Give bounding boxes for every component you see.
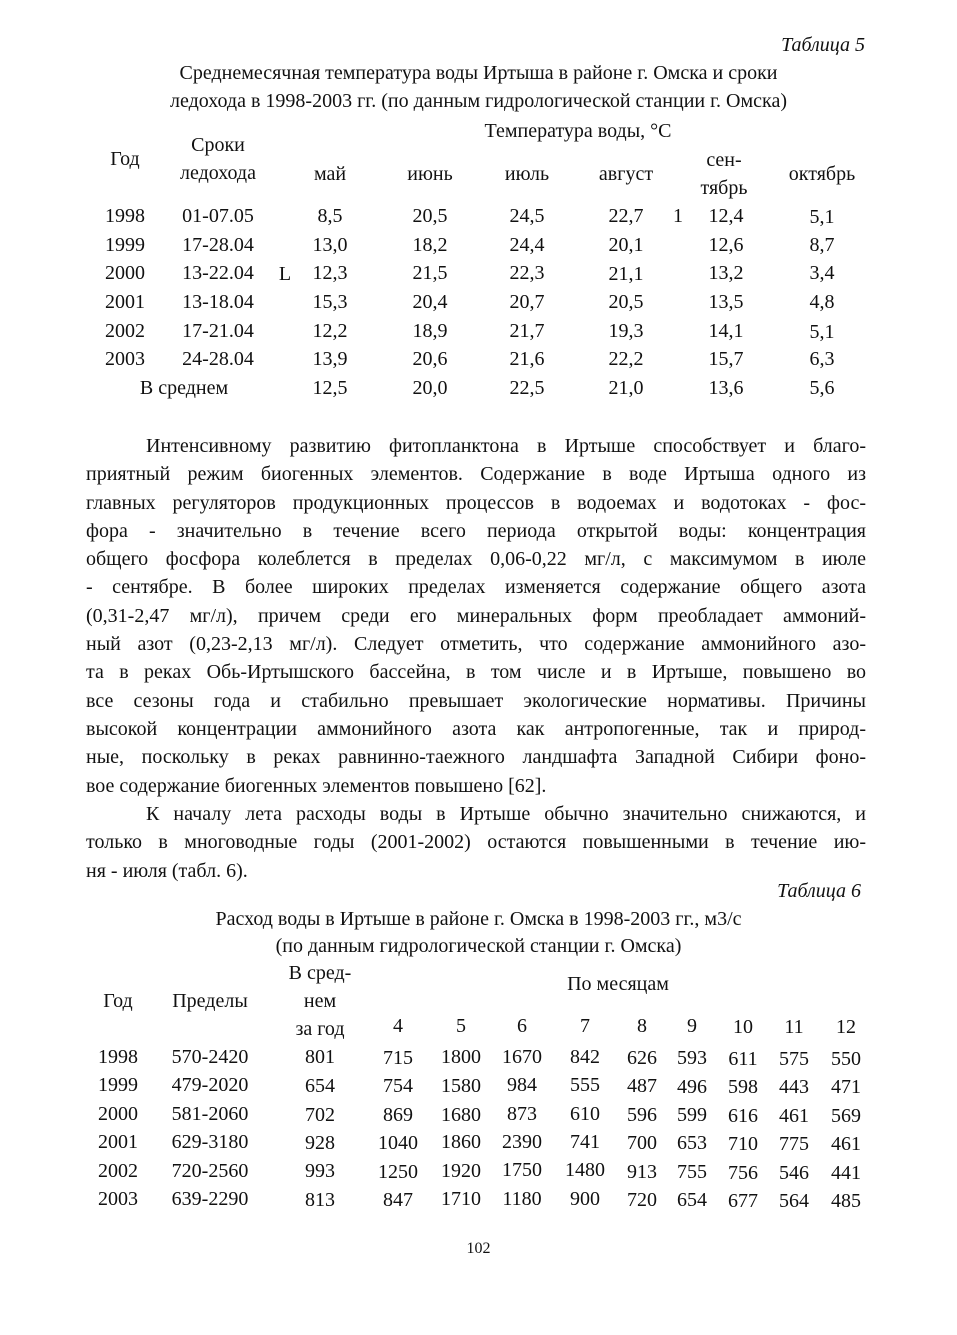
t6-month-value: 913	[627, 1161, 657, 1183]
t5-jun: 20,6	[412, 348, 448, 370]
table6-title-line1: Расход воды в Иртыше в районе г. Омска в 1998-2003 гг., м3/с	[215, 908, 742, 930]
t5-year: 2003	[105, 348, 145, 370]
text-line: (0,31-2,47 мг/л), причем среди его минеральных форм преобладает аммоний-	[86, 604, 866, 627]
t6-avg: 928	[305, 1132, 335, 1154]
t5-sep: 13,6	[708, 377, 744, 399]
t6-month-value: 598	[728, 1076, 758, 1098]
t5-sep: 12,6	[708, 234, 744, 256]
t5-jun: 18,2	[412, 234, 448, 256]
t5-year: 1998	[105, 205, 145, 227]
t6-month-value: 715	[383, 1047, 413, 1069]
t6-month-value: 720	[627, 1189, 657, 1211]
t6-header-year: Год	[103, 990, 133, 1012]
t5-header-year: Год	[110, 148, 140, 170]
t6-month-value: 1180	[502, 1188, 542, 1210]
body-paragraph-2	[86, 800, 866, 885]
t5-drift: 13-22.04	[182, 262, 254, 284]
t5-header-june: июнь	[407, 163, 453, 185]
t6-header-month: 9	[687, 1015, 697, 1037]
t6-header-avg-1: В сред-	[288, 962, 352, 984]
t6-month-value: 1040	[378, 1132, 418, 1154]
t5-may: 12,5	[312, 377, 348, 399]
t5-jul: 24,5	[509, 205, 545, 227]
t5-may: 12,2	[312, 320, 348, 342]
t5-header-may: май	[313, 163, 347, 185]
t5-header-sept-2: тябрь	[700, 177, 748, 199]
t6-year: 1998	[98, 1046, 138, 1068]
t6-month-value: 626	[627, 1047, 657, 1069]
t6-month-value: 461	[779, 1105, 809, 1127]
t6-month-value: 847	[383, 1189, 413, 1211]
t5-aug: 22,7	[608, 205, 644, 227]
t6-header-range: Пределы	[172, 990, 248, 1012]
t5-jul: 21,6	[509, 348, 545, 370]
t5-year: 2000	[105, 262, 145, 284]
t6-avg: 654	[305, 1075, 335, 1097]
t5-aug: 22,2	[608, 348, 644, 370]
t6-avg: 702	[305, 1104, 335, 1126]
t5-oct: 5,1	[809, 206, 835, 228]
t5-may: 8,5	[317, 205, 343, 227]
t5-aug: 20,1	[608, 234, 644, 256]
t6-month-value: 564	[779, 1190, 809, 1212]
text-line: - сентябре. В более широких пределах изменяется содержание общего азота	[86, 576, 866, 599]
t6-header-month: 8	[637, 1015, 647, 1037]
t6-avg: 801	[305, 1046, 335, 1068]
t6-month-value: 441	[831, 1162, 861, 1184]
t5-header-august: август	[598, 163, 654, 185]
text-line: высокой концентрации аммонийного азота как антропогенные, так и природ-	[86, 717, 866, 740]
t6-range: 581-2060	[171, 1103, 249, 1125]
t5-header-october: октябрь	[788, 163, 856, 185]
t5-oct: 8,7	[809, 234, 835, 256]
t6-avg: 813	[305, 1189, 335, 1211]
t6-month-value: 487	[627, 1075, 657, 1097]
t5-year: 1999	[105, 234, 145, 256]
t5-average-label: В среднем	[139, 377, 229, 399]
table6-title-line2: (по данным гидрологической станции г. Омска)	[275, 935, 682, 957]
t6-header-month: 10	[733, 1016, 753, 1038]
t5-sep: 14,1	[708, 320, 744, 342]
t6-year: 2001	[98, 1131, 138, 1153]
t6-month-value: 610	[570, 1103, 600, 1125]
t5-drift: 17-21.04	[182, 320, 254, 342]
t6-month-value: 653	[677, 1132, 707, 1154]
t6-month-value: 593	[677, 1047, 707, 1069]
t6-year: 2000	[98, 1103, 138, 1125]
t5-drift: 24-28.04	[182, 348, 254, 370]
t6-month-value: 471	[831, 1076, 861, 1098]
t6-month-value: 873	[507, 1103, 537, 1125]
t5-drift: 01-07.05	[182, 205, 254, 227]
t5-oct: 3,4	[809, 262, 835, 284]
text-line: ня - июля (табл. 6).	[86, 859, 248, 882]
t6-month-value: 485	[831, 1190, 861, 1212]
t6-month-value: 710	[728, 1133, 758, 1155]
page-number: 102	[466, 1240, 491, 1257]
t5-header-sept-1: сен-	[706, 149, 742, 171]
t5-oct: 5,1	[809, 321, 835, 343]
t5-drift: 17-28.04	[182, 234, 254, 256]
t6-year: 2002	[98, 1160, 138, 1182]
table5-title-line2: ледохода в 1998-2003 гг. (по данным гидрологической станции г. Омска)	[169, 90, 787, 112]
text-line: К началу лета расходы воды в Иртыше обычно значительно снижаются, и	[146, 803, 866, 825]
t5-jul: 22,5	[509, 377, 545, 399]
t6-month-value: 869	[383, 1104, 413, 1126]
t5-jul: 21,7	[509, 320, 545, 342]
t6-month-value: 546	[779, 1162, 809, 1184]
t6-month-value: 775	[779, 1133, 809, 1155]
t5-may: 15,3	[312, 291, 348, 313]
t6-month-value: 1580	[441, 1075, 481, 1097]
text-line: ные, поскольку в реках равнинно-таежного ландшафта Западной Сибири фоно-	[86, 746, 866, 769]
t6-month-value: 575	[779, 1048, 809, 1070]
t6-month-value: 984	[507, 1074, 537, 1096]
t5-jul: 20,7	[509, 291, 545, 313]
t5-jun: 20,0	[412, 377, 448, 399]
t6-range: 629-3180	[171, 1131, 249, 1153]
t6-month-value: 555	[570, 1074, 600, 1096]
t6-range: 720-2560	[171, 1160, 249, 1182]
t6-month-value: 741	[570, 1131, 600, 1153]
t6-month-value: 700	[627, 1132, 657, 1154]
t5-header-drift-2: ледохода	[180, 162, 256, 184]
t6-month-value: 2390	[502, 1131, 542, 1153]
t5-sep: 13,5	[708, 291, 744, 313]
t5-stray-mark: L	[278, 263, 292, 285]
t6-month-value: 1670	[502, 1046, 542, 1068]
t6-month-value: 611	[728, 1048, 758, 1070]
t5-header-july: июль	[504, 163, 550, 185]
t5-sep: 13,2	[708, 262, 744, 284]
body-paragraph-1	[86, 432, 866, 800]
text-line: Интенсивному развитию фитопланктона в Иртыше способствует и благо-	[146, 435, 866, 457]
t6-range: 639-2290	[171, 1188, 249, 1210]
text-line: приятный режим биогенных элементов. Содержание в воде Иртыша одного из	[86, 463, 866, 486]
t6-month-value: 756	[728, 1162, 758, 1184]
t5-year: 2001	[105, 291, 145, 313]
t6-month-value: 654	[677, 1189, 707, 1211]
t5-sep: 12,4	[708, 205, 744, 227]
t5-header-drift-1: Сроки	[191, 134, 245, 156]
t5-aug: 20,5	[608, 291, 644, 313]
text-line: все сезоны года и стабильно превышает экологические нормативы. Причины	[86, 689, 866, 712]
t5-jul: 24,4	[509, 234, 545, 256]
t5-oct: 4,8	[809, 291, 835, 313]
t6-header-month: 12	[836, 1016, 856, 1038]
t6-month-value: 755	[677, 1161, 707, 1183]
t5-sep: 15,7	[708, 348, 744, 370]
t6-month-value: 1710	[441, 1188, 481, 1210]
text-line: фора - значительно в течение всего периода открытой воды: концентрация	[86, 519, 866, 542]
t6-month-value: 1860	[441, 1131, 481, 1153]
t5-jun: 21,5	[412, 262, 448, 284]
t5-oct: 5,6	[809, 377, 835, 399]
t6-month-value: 550	[831, 1048, 861, 1070]
t6-header-month: 7	[580, 1015, 590, 1037]
t6-header-avg-2: нем	[303, 990, 337, 1012]
t6-month-value: 599	[677, 1104, 707, 1126]
t6-header-month: 4	[393, 1015, 403, 1037]
t5-stray-mark: 1	[673, 205, 683, 227]
t5-jun: 18,9	[412, 320, 448, 342]
t6-avg: 993	[305, 1160, 335, 1182]
t5-may: 12,3	[312, 262, 348, 284]
text-line: только в многоводные годы (2001-2002) остаются повышенными в течение ию-	[86, 831, 866, 854]
t6-month-value: 1250	[378, 1161, 418, 1183]
t6-month-value: 616	[728, 1105, 758, 1127]
t6-month-value: 1680	[441, 1104, 481, 1126]
t5-jun: 20,4	[412, 291, 448, 313]
text-line: главных регуляторов продукционных процессов в водоемах и водотоках - фос-	[86, 491, 866, 514]
t5-year: 2002	[105, 320, 145, 342]
table5-title-line1: Среднемесячная температура воды Иртыша в районе г. Омска и сроки	[179, 62, 778, 84]
t6-month-value: 1920	[441, 1160, 481, 1182]
text-line: общего фосфора колеблется в пределах 0,06-0,22 мг/л, с максимумом в июле	[86, 548, 866, 571]
text-line: вое содержание биогенных элементов повышено [62].	[86, 774, 547, 797]
t5-may: 13,0	[312, 234, 348, 256]
table5-caption: Таблица 5	[781, 34, 865, 56]
t6-month-value: 1750	[502, 1159, 542, 1181]
t5-drift: 13-18.04	[182, 291, 254, 313]
t6-range: 570-2420	[171, 1046, 249, 1068]
t5-oct: 6,3	[809, 348, 835, 370]
t6-year: 2003	[98, 1188, 138, 1210]
t6-month-value: 461	[831, 1133, 861, 1155]
t6-header-month: 11	[784, 1016, 804, 1038]
t5-may: 13,9	[312, 348, 348, 370]
t6-header-month: 6	[517, 1015, 527, 1037]
t6-month-value: 677	[728, 1190, 758, 1212]
t5-jul: 22,3	[509, 262, 545, 284]
t6-month-value: 1800	[441, 1046, 481, 1068]
t6-month-value: 496	[677, 1076, 707, 1098]
text-line: ный азот (0,23-2,13 мг/л). Следует отметить, что содержание аммонийного азо-	[86, 633, 866, 656]
t5-aug: 21,0	[608, 377, 644, 399]
t6-month-value: 754	[383, 1075, 413, 1097]
t6-month-value: 569	[831, 1105, 861, 1127]
t6-month-value: 443	[779, 1076, 809, 1098]
t6-month-value: 900	[570, 1188, 600, 1210]
t6-header-avg-3: за год	[295, 1018, 345, 1040]
t6-header-month: 5	[456, 1015, 466, 1037]
text-line: та в реках Обь-Иртышского бассейна, в том числе и в Иртыше, повышено во	[86, 661, 866, 684]
t5-aug: 21,1	[608, 263, 644, 285]
t6-range: 479-2020	[171, 1074, 249, 1096]
t5-aug: 19,3	[608, 320, 644, 342]
table6-caption: Таблица 6	[777, 880, 861, 902]
t6-year: 1999	[98, 1074, 138, 1096]
t6-month-value: 1480	[565, 1159, 605, 1181]
t5-jun: 20,5	[412, 205, 448, 227]
t5-header-temp-group: Температура воды, °С	[484, 120, 672, 142]
t6-header-months-group: По месяцам	[567, 973, 669, 995]
t6-month-value: 596	[627, 1104, 657, 1126]
t6-month-value: 842	[570, 1046, 600, 1068]
